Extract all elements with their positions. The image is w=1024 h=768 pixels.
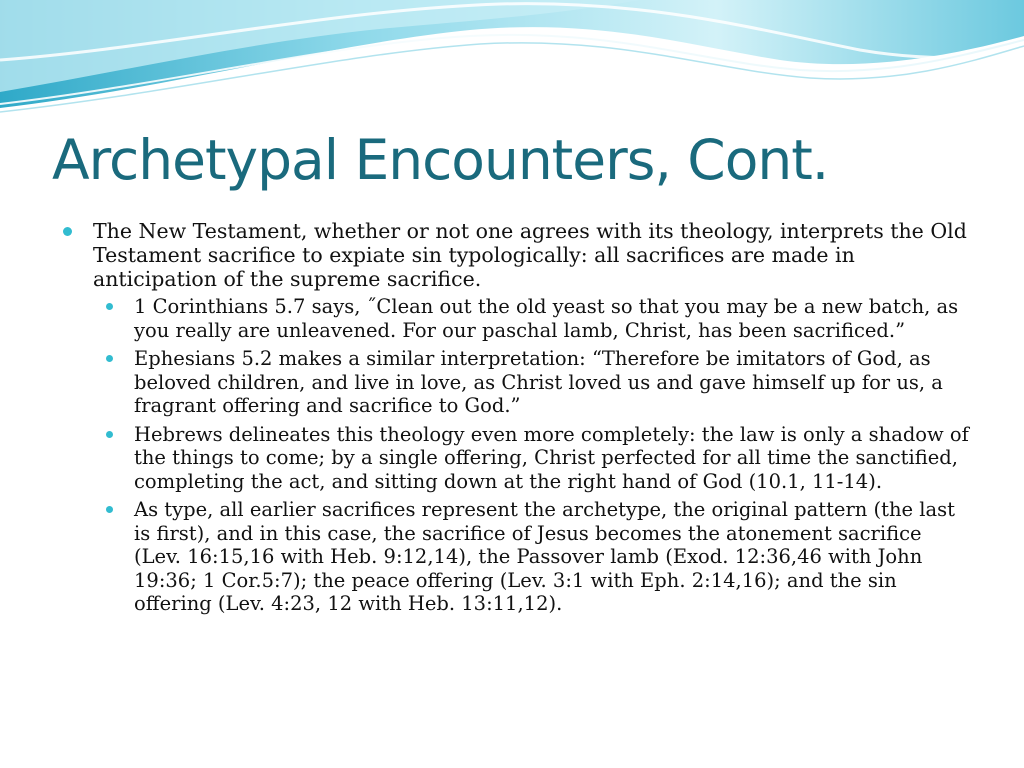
slide-body [62,219,972,621]
sub-bullet-text: 1 Corinthians 5.7 says, ˝Clean out the old yeast so that you may be a new batch, as you really are unleavened. For our paschal lamb, Christ, has been sacrificed.” [134,295,959,342]
slide-title: Archetypal Encounters, Cont. [52,128,829,192]
bullet-item [62,219,972,291]
header-wave-decoration [0,0,1024,120]
sub-bullet-list [62,295,972,616]
bullet-icon [106,431,113,438]
sub-bullet-text: Ephesians 5.2 makes a similar interpretation: “Therefore be imitators of God, as beloved children, and live in love, as Christ loved us and gave himself up for us, a fragrant offering and sacrifice to God.” [134,347,943,417]
sub-bullet-item [103,295,972,342]
sub-bullet-item [103,423,972,494]
sub-bullet-item [103,347,972,418]
sub-bullet-text: As type, all earlier sacrifices represent the archetype, the original pattern (the last is first), and in this case, the sacrifice of Jesus becomes the atonement sacrifice (Lev. 16:15,16 with Heb. 9:12,14), the Passover lamb (Exod. 12:36,46 with John 19:36; 1 Cor.5:7); the peace offering (Lev. 3:1 with Eph. 2:14,16); and the sin offering (Lev. 4:23, 12 with Heb. 13:11,12). [134,498,955,615]
bullet-icon [106,506,113,513]
sub-bullet-text: Hebrews delineates this theology even more completely: the law is only a shadow of the things to come; by a single offering, Christ perfected for all time the sanctified, completing the act, and sitting down at the right hand of God (10.1, 11-14). [134,422,969,493]
bullet-text: The New Testament, whether or not one agrees with its theology, interprets the Old Testament sacrifice to expiate sin typologically: all sacrifices are made in anticipation of the supreme sacrifice. [93,219,967,291]
sub-bullet-item [103,498,972,616]
bullet-icon [106,303,113,310]
bullet-icon [63,227,72,236]
bullet-icon [106,355,113,362]
